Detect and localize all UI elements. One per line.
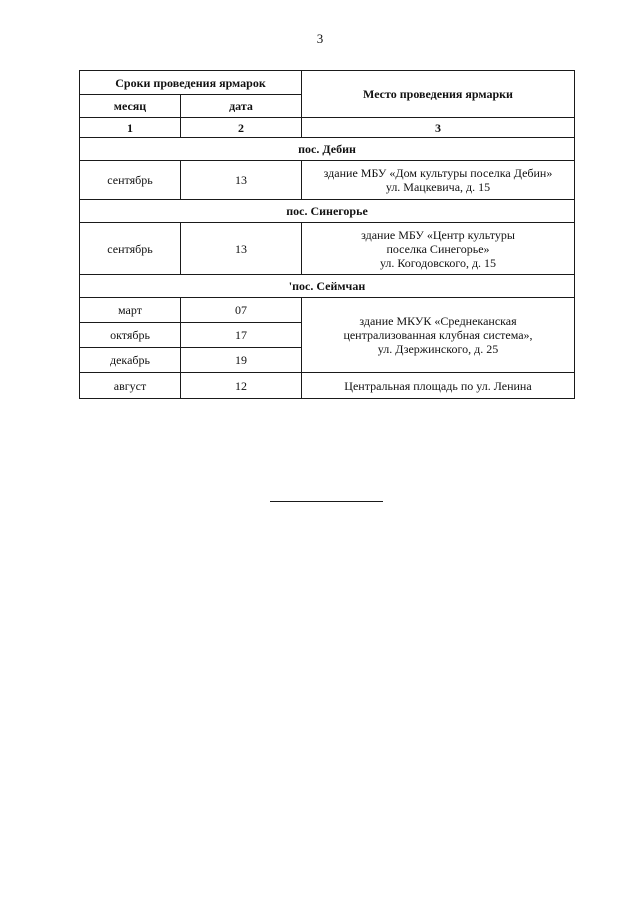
- section-title: 'пос. Сеймчан: [80, 275, 575, 298]
- section-row-seymchan: [80, 275, 575, 298]
- place-line: здание МБУ «Дом культуры поселка Дебин»: [323, 166, 553, 180]
- page-number: 3: [316, 31, 324, 46]
- date-cell: 13: [181, 223, 302, 275]
- column-number-1: 1: [80, 118, 181, 138]
- table-row: [80, 223, 575, 275]
- table-row: [80, 161, 575, 200]
- place-cell: Центральная площадь по ул. Ленина: [302, 373, 575, 399]
- table-row: [80, 373, 575, 399]
- month-cell: сентябрь: [80, 223, 181, 275]
- date-cell: 13: [181, 161, 302, 200]
- place-cell-shared: [302, 298, 575, 373]
- place-line: поселка Синегорье»: [386, 241, 490, 256]
- place-cell: [302, 223, 575, 275]
- month-cell: март: [80, 298, 181, 323]
- date-cell: 07: [181, 298, 302, 323]
- month-cell: октябрь: [80, 323, 181, 348]
- header-date: дата: [181, 95, 302, 118]
- end-rule-divider: [270, 501, 383, 502]
- date-cell: 17: [181, 323, 302, 348]
- place-line: здание МКУК «Среднеканская: [359, 314, 517, 328]
- section-title: пос. Синегорье: [80, 200, 575, 223]
- place-line: ул. Когодовского, д. 15: [379, 255, 497, 270]
- fairs-schedule-table: [79, 70, 575, 399]
- month-cell: август: [80, 373, 181, 399]
- date-cell: 19: [181, 348, 302, 373]
- section-title: пос. Дебин: [80, 138, 575, 161]
- table-header-row: [80, 71, 575, 95]
- place-line: здание МБУ «Центр культуры: [361, 227, 515, 242]
- column-numbers-row: [80, 118, 575, 138]
- date-cell: 12: [181, 373, 302, 399]
- header-place: Место проведения ярмарки: [302, 71, 575, 118]
- column-number-3: 3: [302, 118, 575, 138]
- place-cell: [302, 161, 575, 200]
- section-row-sinegorye: [80, 200, 575, 223]
- place-line: централизованная клубная система»,: [343, 328, 533, 342]
- place-line: ул. Дзержинского, д. 25: [377, 342, 499, 356]
- table-row: [80, 298, 575, 323]
- column-number-2: 2: [181, 118, 302, 138]
- header-month: месяц: [80, 95, 181, 118]
- month-cell: декабрь: [80, 348, 181, 373]
- place-line: ул. Мацкевича, д. 15: [385, 180, 491, 194]
- month-cell: сентябрь: [80, 161, 181, 200]
- section-row-debin: [80, 138, 575, 161]
- header-terms: Сроки проведения ярмарок: [80, 71, 302, 95]
